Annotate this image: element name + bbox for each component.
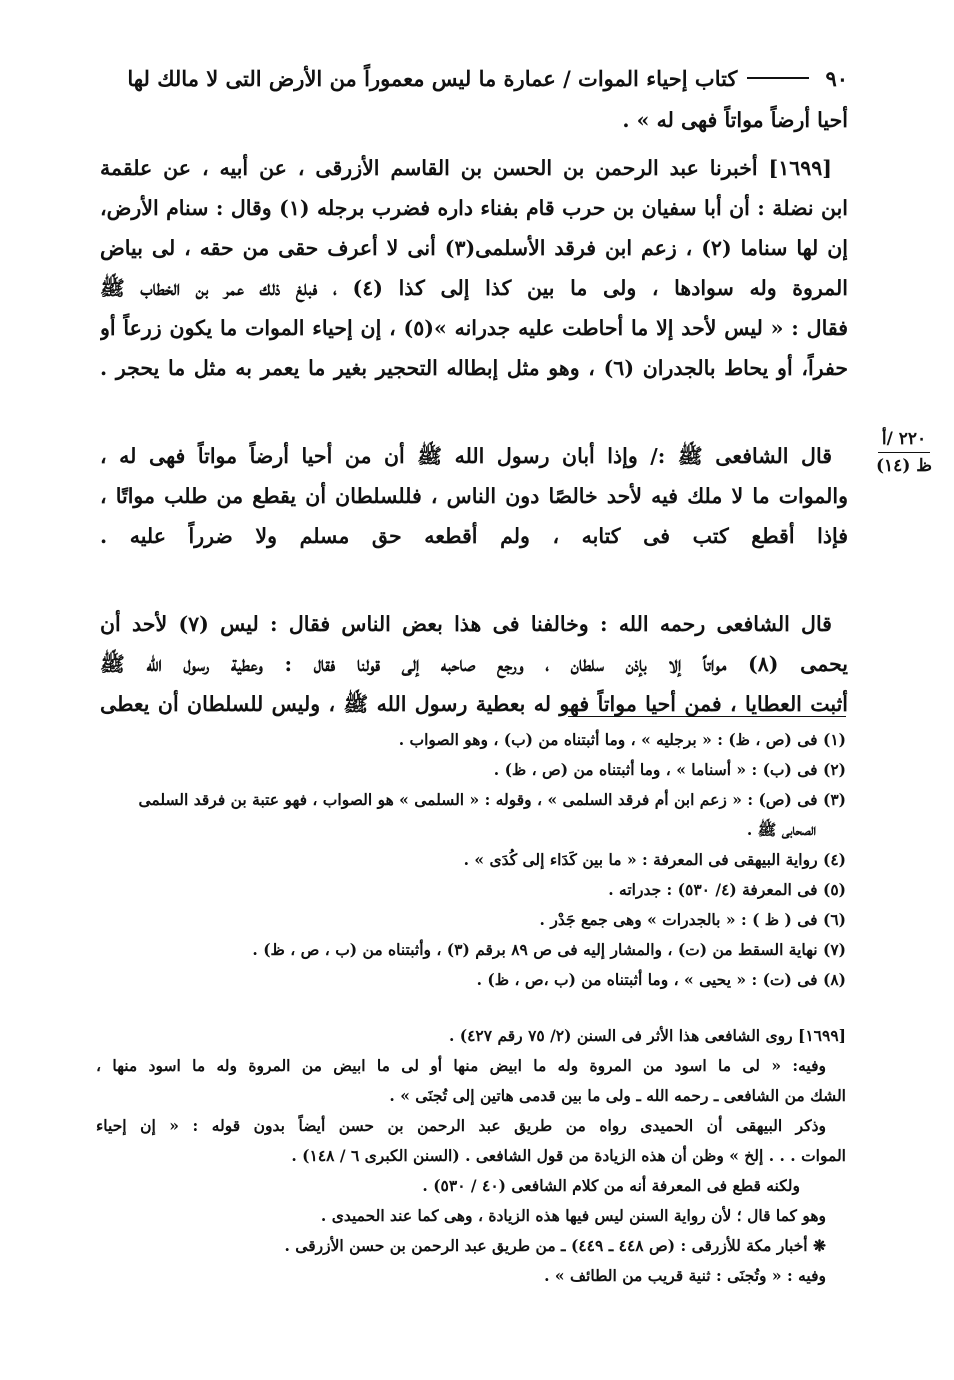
note-line: الشك من الشافعى ـ رحمه الله ـ ولى ما بين قدمى هاتين إلى تُجنَى » . bbox=[389, 1086, 846, 1105]
footnote: (٣) فى (ص) : « زعم ابن أم فرقد السلمى » ، وقوله : « السلمى » هو الصواب ، فهو عتبة بن فرقد السلمى bbox=[138, 790, 846, 809]
text-line bbox=[100, 556, 848, 596]
note-line: وذكر البيهقى أن الحميدى رواه من طريق عبد الرحمن بن حسن أيضاً بدون قوله : « إن إحياء bbox=[96, 1116, 826, 1135]
footnote: (٤) رواية البيهقى فى المعرفة : « ما بين كَدَاء إلى كُدَى » . bbox=[463, 850, 846, 869]
text-line: حفراً، أو يحاط بالجدران (٦) ، وهو مثل إبطاله التحجير بغير ما يعمر به مثل ما يحجر . bbox=[100, 356, 848, 380]
text-line: والموات ما لا ملك فيه لأحد خالصًا دون الناس ، فللسلطان أن يقطع من طلب مواتًا ، bbox=[100, 484, 848, 508]
footnote: (٧) نهاية السقط من (ت) ، والمشار إليه فى ص ٨٩ برقم (٣) ، وأثبتناه من (ب ، ص ، ظ) . bbox=[252, 940, 846, 959]
running-header bbox=[100, 58, 848, 98]
footnote-separator bbox=[568, 716, 846, 717]
footnote: (٦) فى ( ظ ) : « بالجدرات » وهى جمع جَدْر . bbox=[539, 910, 846, 929]
header-title: كتاب إحياء الموات / عمارة ما ليس معموراً من الأرض التى لا مالك لها bbox=[127, 65, 738, 91]
text-line: أثبت العطايا ، فمن أحيا مواتاً فهو له بعطية رسول الله ﷺ ، وليس للسلطان أن يعطى bbox=[100, 692, 848, 716]
text-line bbox=[100, 388, 848, 428]
note-line: ولكنه قطع فى المعرفة أنه من كلام الشافعى (٤٠ / ٥٣٠) . bbox=[422, 1176, 800, 1195]
note-line: الموات . . . إلخ » وظن أن هذه الزيادة من قول الشافعى . (السنن الكبرى ٦ / ١٤٨) . bbox=[291, 1146, 846, 1165]
margin-ref-1: ٢٢٠ /أ bbox=[878, 426, 930, 453]
note-line: وهو كما قال ؛ لأن رواية السنن ليس فيها هذه الزيادة ، وهى كما عند الحميدى . bbox=[320, 1206, 826, 1225]
text-line: قال الشافعى رحمه الله : وخالفنا فى هذا بعض الناس فقال : ليس (٧) لأحد أن bbox=[100, 612, 832, 636]
note-line: وفيه: « لى ما اسود من المروة وله ما ابيض منها أو لى ما ابيض من المروة وله ما اسود منها ، bbox=[96, 1056, 826, 1075]
margin-ref-2: ظ (١٤) bbox=[876, 456, 932, 476]
text-line: فإذا أقطع كتب فى كتابه ، ولم أقطعه حق مسلم ولا ضرراً عليه . bbox=[100, 524, 848, 548]
footnote: (١) فى (ص ، ظ) : « برجليه » ، وما أثبتناه من (ب) ، وهو الصواب . bbox=[398, 730, 846, 749]
text-line: المروة وله سوادها ، ولى ما بين كذا إلى كذا (٤) ، فبلغ ذلك عمر بن الخطاب ﷺ bbox=[100, 276, 848, 300]
text-line: إن لها سناما (٢) ، زعم ابن فرقد الأسلمى(٣) أنى لا أعرف حقى من حقه ، لى بياض bbox=[100, 236, 848, 260]
page-number: ٩٠ bbox=[825, 65, 848, 91]
text-line: فقال : « ليس لأحد إلا ما أحاطت عليه جدرانه »(٥) ، إن إحياء الموات ما يكون زرعاً أو bbox=[100, 316, 848, 340]
note-line: ❋ أخبار مكة للأزرقى : (ص ٤٤٨ ـ ٤٤٩) ـ من طريق عبد الرحمن بن حسن الأزرقى . bbox=[284, 1236, 826, 1255]
text-line: يحمى (٨) مواتاً إلا بإذن سلطان ، ورجع صاحبه إلى قولنا فقال : وعطية رسول الله ﷺ bbox=[100, 652, 848, 676]
footnotes bbox=[96, 725, 846, 995]
margin-reference bbox=[868, 426, 940, 479]
note-line: [١٦٩٩] روى الشافعى هذا الأثر فى السنن (٢/ ٧٥ رقم ٤٢٧) . bbox=[448, 1026, 846, 1045]
header-rule bbox=[747, 77, 809, 79]
note-line: وفيه : « وتُجنَى : ثنية قريب من الطائف » . bbox=[544, 1266, 826, 1285]
text-line: [١٦٩٩] أخبرنا عبد الرحمن بن الحسن بن القاسم الأزرقى ، عن أبيه ، عن علقمة bbox=[100, 156, 832, 180]
text-line: أحيا أرضاً مواتاً فهى له » . bbox=[622, 108, 848, 132]
main-text bbox=[100, 100, 848, 724]
editor-notes bbox=[96, 1021, 846, 1291]
footnote: (٥) فى المعرفة (٤/ ٥٣٠) : جدراته . bbox=[608, 880, 846, 899]
footnote: الصحابى ﷺ . bbox=[746, 820, 816, 839]
text-line: قال الشافعى ﷺ :/ وإذا أبان رسول الله ﷺ أن من أحيا أرضاً مواتاً فهى له ، bbox=[100, 444, 832, 468]
footnote: (٢) فى (ب) : « أسناما » ، وما أثبتناه من (ص ، ظ) . bbox=[493, 760, 846, 779]
text-line: ابن نضلة : أن أبا سفيان بن حرب قام بفناء داره فضرب برجله (١) وقال : سنام الأرض، bbox=[100, 196, 848, 220]
footnote: (٨) فى (ت) : « يحيى » ، وما أثبتناه من (ب ،ص ، ظ) . bbox=[476, 970, 846, 989]
